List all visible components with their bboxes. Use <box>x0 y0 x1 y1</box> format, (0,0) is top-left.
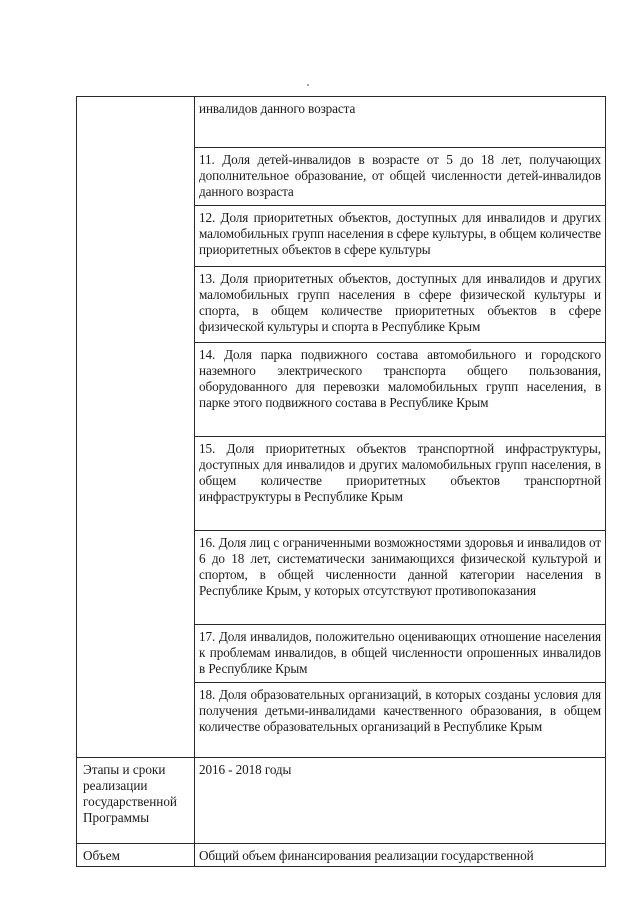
volume-value-cell <box>195 844 606 867</box>
table-row <box>77 844 606 867</box>
indicator-text: 18. Доля образовательных организаций, в которых созданы условия для получения детьми-инвалидами качественного образования, в общем количестве образовательных организаций в Республике Крым <box>199 687 601 734</box>
indicator-cell <box>195 267 606 343</box>
indicator-cell <box>195 343 606 437</box>
indicator-cell <box>195 148 606 206</box>
indicator-cell <box>195 97 606 148</box>
left-column-cell <box>77 97 195 758</box>
page-mark <box>307 84 309 86</box>
volume-label-cell <box>77 844 195 867</box>
indicator-text: 16. Доля лиц с ограниченными возможностями здоровья и инвалидов от 6 до 18 лет, систематически занимающихся физической культурой и спортом, в общей численности данной категории населения в Республике Крым, у которых отсутствуют противопоказания <box>199 535 601 598</box>
indicator-text: 15. Доля приоритетных объектов транспортной инфраструктуры, доступных для инвалидов и других маломобильных групп населения, в общем количестве приоритетных объектов транспортной инфраструктуры в Республике Крым <box>199 441 601 504</box>
indicator-text: 17. Доля инвалидов, положительно оценивающих отношение населения к проблемам инвалидов, в общей численности опрошенных инвалидов в Республике Крым <box>199 629 601 676</box>
stages-value: 2016 - 2018 годы <box>199 762 292 777</box>
indicator-text: 14. Доля парка подвижного состава автомобильного и городского наземного электрического транспорта общего пользования, оборудованного для перевозки маломобильных групп населения, в парке этого подвижного состава в Республике Крым <box>199 347 601 410</box>
indicator-text: 11. Доля детей-инвалидов в возрасте от 5 до 18 лет, получающих дополнительное образование, от общей численности детей-инвалидов данного возраста <box>199 152 601 199</box>
volume-value: Общий объем финансирования реализации государственной <box>199 848 534 863</box>
indicator-text: 12. Доля приоритетных объектов, доступных для инвалидов и других маломобильных групп населения в сфере культуры, в общем количестве приоритетных объектов в сфере культуры <box>199 210 601 257</box>
table-row <box>77 758 606 844</box>
indicator-text: 13. Доля приоритетных объектов, доступных для инвалидов и других маломобильных групп населения в сфере физической культуры и спорта, в общем количестве приоритетных объектов в сфере физической культуры и спорта в Республике Крым <box>199 271 601 334</box>
stages-label: Этапы и сроки реализации государственной Программы <box>83 762 177 825</box>
indicator-cell <box>195 625 606 683</box>
indicator-cell <box>195 683 606 758</box>
indicator-cell <box>195 531 606 625</box>
stages-label-cell <box>77 758 195 844</box>
program-passport-table <box>76 96 606 867</box>
indicator-cell <box>195 206 606 267</box>
stages-value-cell <box>195 758 606 844</box>
volume-label: Объем <box>83 848 120 863</box>
indicator-text: инвалидов данного возраста <box>199 101 356 116</box>
table-row <box>77 97 606 148</box>
indicator-cell <box>195 437 606 531</box>
